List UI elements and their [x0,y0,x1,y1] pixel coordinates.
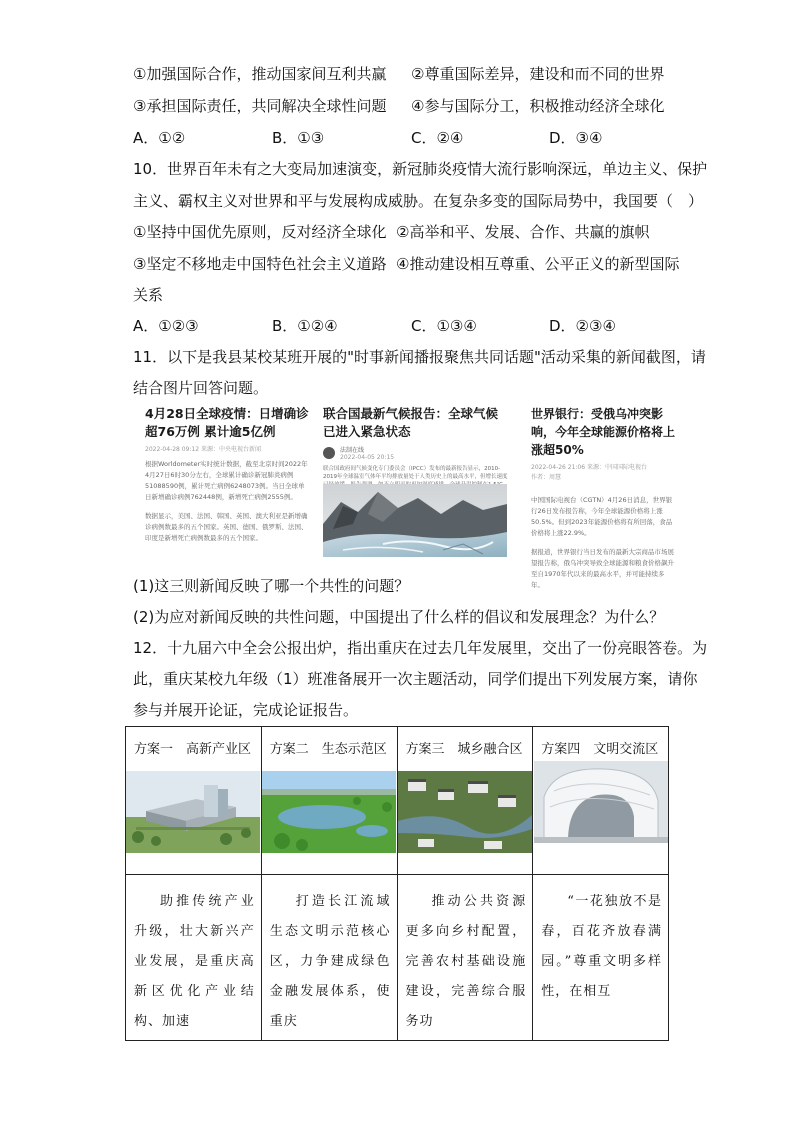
plan-2-cell [261,727,397,875]
plan-3-title: 方案三 城乡融合区 [405,742,523,757]
q9-choice-a: A．①② [133,129,186,147]
q10-stem-line-1: 10．世界百年未有之大变局加速演变，新冠肺炎疫情大流行影响深远，单边主义、保护 [133,160,708,178]
news-3-meta: 2022-04-26 21:06 来源：中国国际电视台 [531,464,647,471]
news-3-body-2: 据报道，世界银行当日发布的最新大宗商品市场展望报告称，俄乌冲突导致全球能源和粮食价格飙升至自1970年代以来的最高水平，并可能持续多年。 [531,548,674,589]
q10-option-1: ①坚持中国优先原则，反对经济全球化 [133,223,387,241]
news-2-body: 联合国政府间气候变化专门委员会（IPCC）发布的最新报告显示，2010-2019年全球温室气体年平均排放量处于人类历史上的最高水平，但增长速度 [323,466,508,480]
plan-4-desc: “一花独放不是春，百花齐放春满园。”尊重文明多样性，在相互 [541,894,662,999]
q12-stem-line-2: 此，重庆某校九年级（1）班准备展开一次主题活动，同学们提出下列发展方案，请你 [133,670,698,688]
q9-option-2: ②尊重国际差异，建设和而不同的世界 [411,65,665,83]
news-3-source: 作者：周慧 [531,474,562,481]
plans-header-row [126,727,669,875]
news-1-body-1: 根据Worldometer实时统计数据，截至北京时间2022年4月27日6时30分左右，全球累计确诊新冠肺炎病例51088590例，累计死亡病例6248073例。当日全球单日新增确诊病例762448例，新增死亡病例2555例。 [145,460,308,501]
plan-2-desc: 打造长江流域生态文明示范核心区，力争建成绿色金融发展体系，使重庆 [269,894,391,1029]
q10-choice-a: A．①②③ [133,317,199,335]
news-2-headline: 联合国最新气候报告：全球气候已进入紧急状态 [323,406,499,439]
news-1-body-2: 数据显示，美国、法国、韩国、英国、澳大利亚是新增确诊病例数最多的五个国家。英国、德国、俄罗斯、法国、印度是新增死亡病例数最多的五个国家。 [145,512,308,542]
plan-2-title: 方案二 生态示范区 [269,742,387,757]
q11-subquestion-2: (2)为应对新闻反映的共性问题，中国提出了什么样的倡议和发展理念？为什么？ [133,608,665,626]
q10-option-2: ②高举和平、发展、合作、共赢的旗帜 [396,223,650,241]
news-1-meta: 2022-04-28 09:12 来源：中央电视台新闻 [145,446,261,453]
plan-3-desc: 推动公共资源更多向乡村配置，完善农村基础设施建设，完善综合服务功 [405,894,527,1029]
q9-choice-b: B．①③ [272,129,325,147]
q10-option-3: ③坚定不移地走中国特色社会主义道路 [133,255,387,273]
news-screenshot-1 [145,405,310,557]
news-screenshot-3 [531,405,677,589]
q11-subquestion-1: (1)这三则新闻反映了哪一个共性的问题？ [133,577,410,595]
news-2-meta: 2022-04-05 20:15 [340,454,395,461]
plans-desc-row [126,875,669,1041]
q10-choice-d: D．②③④ [549,317,616,335]
news-1-headline: 4月28日全球疫情：日增确诊超76万例 累计逾5亿例 [145,406,309,439]
plan-3-image [398,771,532,853]
plan-2-image [262,771,396,853]
plan-2-desc-cell [261,875,397,1041]
avatar [323,447,335,459]
plan-4-title: 方案四 文明交流区 [541,742,659,757]
q9-option-4: ④参与国际分工，积极推动经济全球化 [411,97,665,115]
plan-4-desc-cell [533,875,669,1041]
q12-stem-line-3: 参与并展开论证，完成论证报告。 [133,701,359,719]
plans-table [125,726,669,1041]
news-screenshot-2 [323,405,508,480]
plan-4-cell [533,727,669,875]
news-2-author: 法制在线 [340,447,365,454]
q10-choice-c: C．①③④ [411,317,477,335]
q9-option-1: ①加强国际合作，推动国家间互利共赢 [133,65,387,83]
q12-stem-line-1: 12．十九届六中全会公报出炉，指出重庆在过去几年发展里，交出了一份亮眼答卷。为 [133,639,708,657]
q10-option-4-cont: 关系 [133,286,164,304]
plan-3-desc-cell [397,875,533,1041]
plan-4-image [534,761,668,843]
q11-stem-line-2: 结合图片回答问题。 [133,379,269,397]
q10-choice-b: B．①②④ [272,317,338,335]
q11-stem-line-1: 11．以下是我县某校某班开展的"时事新闻播报聚焦共同话题"活动采集的新闻截图，请 [133,348,706,366]
plan-1-title: 方案一 高新产业区 [134,742,252,757]
plan-1-cell [126,727,262,875]
plan-1-desc-cell [126,875,262,1041]
glacier-photo [323,484,507,557]
q9-choice-d: D．③④ [549,129,603,147]
news-3-headline: 世界银行：受俄乌冲突影响，今年全球能源价格将上涨超50% [531,407,676,457]
q9-option-3: ③承担国际责任，共同解决全球性问题 [133,97,387,115]
plan-3-cell [397,727,533,875]
q9-choice-c: C．②④ [411,129,464,147]
q10-option-4: ④推动建设相互尊重、公平正义的新型国际 [396,255,680,273]
plan-1-image [126,771,260,853]
q10-stem-line-2: 主义、霸权主义对世界和平与发展构成威胁。在复杂多变的国际局势中，我国要（ ） [133,192,704,210]
plan-1-desc: 助推传统产业升级，壮大新兴产业发展，是重庆高新区优化产业结构、加速 [134,894,255,1029]
news-3-body-1: 中国国际电视台（CGTN）4月26日消息，世界银行26日发布报告称，今年全球能源价格将上涨50.5%。但到2023年能源价格将有所回落，食品价格将上涨22.9%。 [531,496,673,537]
